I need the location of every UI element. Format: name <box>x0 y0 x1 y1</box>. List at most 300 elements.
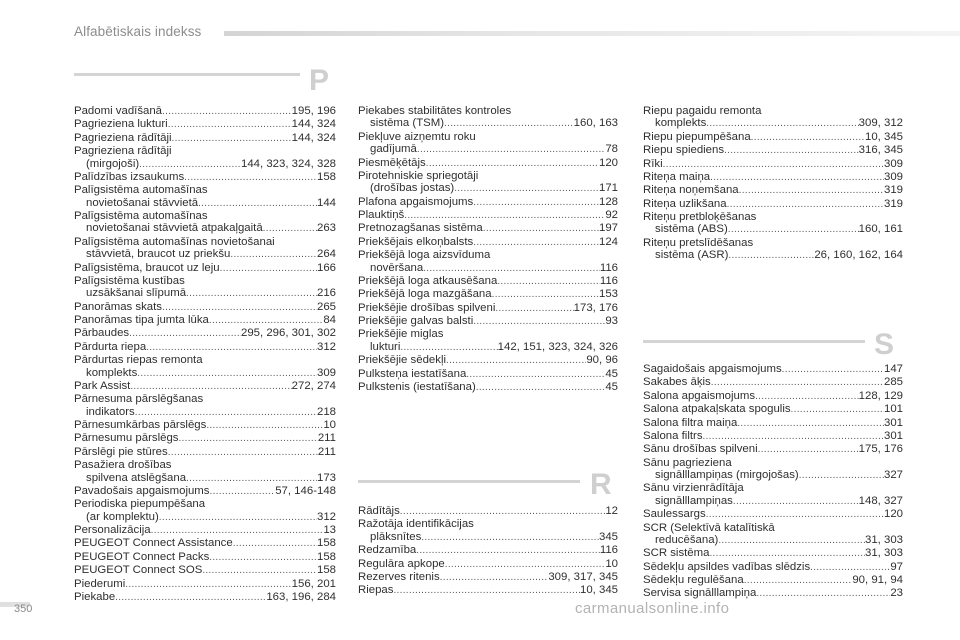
dot-leader <box>739 185 884 197</box>
index-entry <box>358 518 618 530</box>
index-entry-term: Pretnozagšanas sistēma <box>358 222 483 235</box>
dot-leader <box>423 263 600 275</box>
section-letter-s: S <box>874 328 895 361</box>
index-entry-term: Redzamība <box>358 544 417 557</box>
index-entry <box>74 524 336 537</box>
index-entry-term: komplekts <box>86 366 138 379</box>
index-entry-term: Priekšējā loga mazgāšana <box>358 288 492 301</box>
index-entry-term: Plauktiņš <box>358 209 405 221</box>
dot-leader <box>202 565 317 577</box>
index-entry <box>74 171 336 184</box>
dot-leader <box>416 545 600 557</box>
index-entry-term: PEUGEOT Connect SOS <box>74 564 203 577</box>
dot-leader <box>497 276 600 288</box>
index-entry-pages: 92 <box>605 209 618 221</box>
index-entry <box>74 184 336 196</box>
dot-leader <box>139 159 241 171</box>
index-entry-pages: 319 <box>883 197 903 210</box>
page-header-title: Alfabētiskais indekss <box>74 24 202 39</box>
index-entry-term: Piesmēķētājs <box>358 156 426 169</box>
index-entry <box>74 393 336 405</box>
index-entry <box>643 184 903 197</box>
index-entry-term: Priekšējie sēdekļi <box>358 354 446 367</box>
index-entry-pages: 158 <box>316 537 336 550</box>
index-entry-term: sistēma (TSM) <box>370 117 445 130</box>
index-entry-pages: 45 <box>605 380 618 393</box>
index-entry-term: (mirgojoši) <box>86 157 140 170</box>
index-entry <box>74 248 336 261</box>
index-entry-pages: 158 <box>316 564 336 577</box>
dot-leader <box>476 382 606 394</box>
index-entry <box>74 262 336 275</box>
index-entry <box>643 587 903 600</box>
index-entry-term: Riepu pagaidu remonta <box>643 105 762 117</box>
index-entry <box>74 380 336 393</box>
index-entry-term: Palīgsistēma automašīnas <box>74 184 208 197</box>
dot-leader <box>178 433 317 445</box>
index-entry-term: stāvvietā, braucot uz priekšu <box>86 248 231 261</box>
index-entry-term: Pārnesumkārbas pārslēgs <box>74 419 207 431</box>
index-entry <box>74 578 336 591</box>
index-entry-pages: 166 <box>316 261 336 274</box>
index-entry <box>74 314 336 327</box>
index-entry <box>643 469 903 482</box>
index-entry-pages: 309, 317, 345 <box>548 570 618 583</box>
dot-leader <box>718 535 865 547</box>
index-entry <box>74 341 336 354</box>
index-entry-pages: 264 <box>316 248 336 261</box>
index-entry <box>74 537 336 550</box>
dot-leader <box>162 106 292 118</box>
index-entry <box>358 262 618 275</box>
index-entry <box>643 574 903 587</box>
index-entry-term: Priekšējie galvas balsti <box>358 315 474 327</box>
index-entry-pages: 144 <box>316 196 336 209</box>
index-entry-term: (ar komplektu) <box>86 510 159 523</box>
index-entry-term: Priekšējie miglas <box>358 328 444 341</box>
dot-leader <box>709 548 865 560</box>
index-column-2-top <box>358 105 618 394</box>
dot-leader <box>755 391 859 403</box>
dot-leader <box>184 172 317 184</box>
index-entry-pages: 327 <box>883 469 903 481</box>
index-entry <box>643 482 903 494</box>
dot-leader <box>426 158 599 170</box>
index-entry <box>74 485 336 498</box>
dot-leader <box>758 444 859 456</box>
index-entry-pages: 10, 345 <box>579 584 618 597</box>
index-entry-term: signālllampiņas <box>655 494 733 507</box>
index-entry-pages: 316, 345 <box>858 144 903 157</box>
dot-leader <box>663 159 884 171</box>
index-entry <box>358 182 618 195</box>
index-entry <box>358 571 618 584</box>
index-entry <box>358 275 618 288</box>
index-entry-term: reducēšana) <box>655 533 719 546</box>
index-entry-pages: 160, 163 <box>573 117 618 130</box>
dot-leader <box>706 509 884 521</box>
index-entry-term: Saulessargs <box>643 508 706 521</box>
dot-leader <box>728 224 859 236</box>
index-entry-term: Rīki <box>643 157 663 170</box>
index-entry-pages: 265 <box>316 300 336 313</box>
index-entry <box>643 198 903 211</box>
dot-leader <box>492 289 599 301</box>
index-entry <box>643 211 903 223</box>
index-entry-term: Palīgsistēma automašīnas <box>74 210 208 222</box>
index-entry <box>74 419 336 432</box>
index-entry-pages: 116 <box>599 274 618 287</box>
dot-leader <box>756 588 890 600</box>
index-entry-term: Regulāra apkope <box>358 557 445 570</box>
index-entry <box>358 558 618 571</box>
index-entry-pages: 13 <box>323 524 336 536</box>
index-entry-pages: 78 <box>605 143 618 156</box>
index-entry-term: Piederumi <box>74 577 126 590</box>
index-entry <box>643 430 903 443</box>
index-entry <box>358 196 618 209</box>
dot-leader <box>733 496 859 508</box>
index-entry <box>358 143 618 156</box>
index-entry-pages: 319 <box>883 184 903 197</box>
index-entry-term: Pārbaudes <box>74 327 130 340</box>
index-column-2-bottom <box>358 505 618 598</box>
index-entry <box>358 544 618 557</box>
index-entry-term: Riepas <box>358 584 394 597</box>
index-entry-pages: 120 <box>883 508 903 521</box>
index-entry <box>643 131 903 144</box>
index-entry-term: Pārdurtas riepas remonta <box>74 354 203 367</box>
index-entry-pages: 147 <box>883 363 903 375</box>
index-entry <box>358 249 618 261</box>
dot-leader <box>186 473 317 485</box>
dot-leader <box>417 144 605 156</box>
index-entry <box>74 472 336 485</box>
dot-leader <box>209 552 317 564</box>
dot-leader <box>444 118 574 130</box>
index-entry-term: Riteņu pretbloķēšanas <box>643 211 757 223</box>
dot-leader <box>230 249 317 261</box>
index-entry-term: Sānu drošības spilveni <box>643 443 758 456</box>
index-entry-pages: 272, 274 <box>291 379 336 392</box>
index-entry-term: Pārnesumu pārslēgs <box>74 432 179 445</box>
index-entry-term: gadījumā <box>370 143 417 156</box>
index-entry-pages: 101 <box>883 403 903 416</box>
section-s-bar <box>643 340 865 343</box>
index-entry <box>643 363 903 376</box>
index-entry <box>358 584 618 597</box>
index-entry-term: Sakabes āķis <box>643 376 711 389</box>
index-entry <box>643 534 903 547</box>
index-entry-pages: 309 <box>883 170 903 183</box>
dot-leader <box>393 585 580 597</box>
index-entry-pages: 309 <box>316 366 336 379</box>
dot-leader <box>737 418 884 430</box>
index-entry-term: novietošanai stāvvietā atpakaļgaitā <box>86 222 263 235</box>
index-entry <box>74 327 336 340</box>
index-entry <box>74 564 336 577</box>
dot-leader <box>445 559 606 571</box>
index-entry-pages: 263 <box>316 222 336 235</box>
dot-leader <box>466 369 605 381</box>
index-entry <box>74 197 336 210</box>
index-entry <box>643 390 903 403</box>
index-entry-pages: 312 <box>316 340 336 353</box>
dot-leader <box>168 447 318 459</box>
dot-leader <box>727 199 884 211</box>
index-entry <box>74 498 336 510</box>
dot-leader <box>400 342 497 354</box>
index-entry <box>74 591 336 604</box>
index-entry-term: (drošības jostas) <box>370 182 455 195</box>
index-entry-term: Piekabe <box>74 590 116 603</box>
dot-leader <box>744 575 853 587</box>
index-entry <box>643 158 903 171</box>
index-entry-term: Pagrieziena rādītāji <box>74 131 172 144</box>
index-entry-term: Pirotehniskie spriegotāji <box>358 169 479 182</box>
dot-leader <box>483 223 599 235</box>
index-entry <box>643 403 903 416</box>
index-entry-term: Salona filtra maiņa <box>643 416 738 429</box>
index-entry-term: Pulkstenis (iestatīšana) <box>358 380 476 393</box>
dot-leader <box>711 377 884 389</box>
index-entry-pages: 144, 324 <box>291 118 336 131</box>
index-entry-term: Riteņa uzlikšana <box>643 197 727 210</box>
index-entry <box>74 459 336 471</box>
index-entry-pages: 90, 91, 94 <box>852 574 903 586</box>
index-entry-term: Palīgsistēma kustības <box>74 274 185 287</box>
index-entry <box>74 210 336 222</box>
index-entry <box>74 446 336 459</box>
index-entry-term: Priekšējie drošības spilveni <box>358 301 496 314</box>
dot-leader <box>473 237 599 249</box>
index-entry-term: plāksnītes <box>370 530 422 543</box>
index-entry <box>358 236 618 249</box>
section-letter-r: R <box>590 468 612 501</box>
dot-leader <box>710 172 884 184</box>
index-entry-term: novietošanai stāvvietā <box>86 196 199 209</box>
index-entry <box>358 209 618 222</box>
index-entry <box>74 118 336 131</box>
index-entry-pages: 175, 176 <box>858 443 903 456</box>
dot-leader <box>706 118 858 130</box>
dot-leader <box>791 404 884 416</box>
index-entry-term: indikators <box>86 405 135 418</box>
dot-leader <box>440 572 549 584</box>
index-column-3-top <box>643 105 903 263</box>
index-entry-term: Palīdzības izsaukums <box>74 170 185 183</box>
index-entry-term: Salona filtrs <box>643 429 703 442</box>
index-entry-term: Riepu piepumpēšana <box>643 130 751 143</box>
dot-leader <box>728 250 814 262</box>
index-entry <box>74 354 336 366</box>
index-entry-term: Priekšējais elkoņbalsts <box>358 235 474 248</box>
section-r-bar <box>358 480 580 483</box>
index-entry-pages: 171 <box>598 182 618 195</box>
index-entry <box>358 105 618 117</box>
index-entry-term: komplekts <box>655 117 707 130</box>
index-entry-pages: 153 <box>598 288 618 301</box>
header-bar <box>224 31 960 36</box>
index-entry <box>358 222 618 235</box>
index-entry <box>358 381 618 394</box>
dot-leader <box>400 506 606 518</box>
index-entry <box>643 495 903 508</box>
dot-leader <box>724 145 859 157</box>
index-entry-term: Riteņa maiņa <box>643 170 711 183</box>
index-entry-term: Panorāmas skats <box>74 300 162 313</box>
index-entry-term: Riepu spiediens <box>643 144 725 157</box>
index-entry-term: sistēma (ASR) <box>655 249 729 262</box>
index-entry <box>74 406 336 419</box>
index-entry-term: Sānu virzienrādītāja <box>643 482 744 495</box>
index-entry <box>358 302 618 315</box>
dot-leader <box>146 342 317 354</box>
index-entry-term: Rezerves ritenis <box>358 570 440 583</box>
dot-leader <box>209 315 323 327</box>
index-entry <box>358 157 618 170</box>
index-entry-pages: 309 <box>883 157 903 170</box>
index-entry <box>74 275 336 287</box>
index-entry-pages: 195, 196 <box>291 105 336 117</box>
dot-leader <box>810 562 890 574</box>
index-entry <box>643 237 903 249</box>
index-entry-term: SCR (Selektīvā katalītiskā <box>643 521 775 534</box>
index-entry-term: Servisa signālllampiņa <box>643 587 757 600</box>
index-entry-term: Panorāmas tipa jumta lūka <box>74 314 209 326</box>
index-entry-term: Personalizācija <box>74 524 151 536</box>
index-entry-pages: 144, 323, 324, 328 <box>240 157 336 170</box>
index-entry <box>643 171 903 184</box>
index-entry-term: Periodiska piepumpēšana <box>74 498 206 511</box>
index-entry <box>74 222 336 235</box>
dot-leader <box>115 592 266 604</box>
index-entry-pages: 128 <box>598 195 618 208</box>
index-entry-pages: 295, 296, 301, 302 <box>240 327 336 340</box>
index-entry-term: PEUGEOT Connect Packs <box>74 550 210 563</box>
index-entry-pages: 197 <box>598 222 618 235</box>
dot-leader <box>263 223 317 235</box>
index-entry-pages: 163, 196, 284 <box>266 590 336 603</box>
index-entry-pages: 84 <box>323 314 336 326</box>
index-entry-pages: 12 <box>605 505 618 517</box>
index-entry <box>74 432 336 445</box>
index-entry-pages: 211 <box>317 445 336 458</box>
index-entry-pages: 173 <box>316 471 336 484</box>
index-entry-pages: 301 <box>883 416 903 429</box>
index-entry <box>74 301 336 314</box>
index-entry <box>358 288 618 301</box>
index-entry-pages: 116 <box>599 261 618 274</box>
index-entry-pages: 216 <box>316 287 336 300</box>
dot-leader <box>125 579 291 591</box>
dot-leader <box>220 263 317 275</box>
index-entry-term: Salona atpakaļskata spogulis <box>643 403 791 416</box>
index-entry-pages: 57, 146-148 <box>275 484 336 497</box>
dot-leader <box>210 486 276 498</box>
index-entry-pages: 148, 327 <box>858 494 903 507</box>
index-entry <box>643 105 903 117</box>
index-entry-pages: 116 <box>599 544 618 557</box>
index-entry <box>643 522 903 534</box>
index-entry-term: Pulksteņa iestatīšana <box>358 367 467 380</box>
index-entry <box>74 158 336 171</box>
index-entry-pages: 31, 303 <box>864 547 903 560</box>
index-entry <box>643 249 903 262</box>
dot-leader <box>751 132 865 144</box>
index-entry <box>358 368 618 381</box>
index-entry <box>358 531 618 544</box>
index-entry <box>358 505 618 518</box>
index-entry <box>358 328 618 340</box>
index-entry-term: SCR sistēma <box>643 547 710 560</box>
index-entry <box>74 511 336 524</box>
index-entry-term: Plafona apgaismojums <box>358 195 474 208</box>
page-number: 350 <box>14 603 33 615</box>
index-entry-term: Pārslēgi pie stūres <box>74 445 168 458</box>
index-entry-pages: 26, 160, 162, 164 <box>814 249 903 262</box>
index-entry-pages: 218 <box>316 405 336 418</box>
index-entry <box>358 117 618 130</box>
index-entry <box>358 170 618 182</box>
index-entry-pages: 173, 176 <box>573 301 618 314</box>
index-entry-term: sistēma (ABS) <box>655 223 728 236</box>
index-entry <box>358 131 618 143</box>
index-entry-term: Pasažiera drošības <box>74 459 172 472</box>
index-entry-pages: 285 <box>883 376 903 389</box>
index-entry-term: Piekabes stabilitātes kontroles <box>358 105 512 117</box>
index-entry <box>643 144 903 157</box>
dot-leader <box>473 316 605 328</box>
index-entry <box>643 223 903 236</box>
dot-leader <box>130 381 291 393</box>
dot-leader <box>233 538 317 550</box>
index-entry-term: Riteņu pretslīdēšanas <box>643 236 754 249</box>
watermark: carmanualsonline.info <box>575 600 730 617</box>
index-entry <box>74 145 336 157</box>
index-entry-term: Priekšējā loga aizsvīduma <box>358 249 491 262</box>
dot-leader <box>168 119 292 131</box>
index-entry-term: Palīgsistēma, braucot uz leju <box>74 261 220 274</box>
index-entry-pages: 156, 201 <box>291 577 336 590</box>
index-entry-term: Sēdekļu apsildes vadības slēdzis <box>643 560 811 573</box>
index-entry-term: Sagaidošais apgaismojums <box>643 363 782 375</box>
index-entry-pages: 301 <box>883 429 903 442</box>
index-entry <box>358 315 618 328</box>
index-entry <box>74 367 336 380</box>
dot-leader <box>162 302 317 314</box>
dot-leader <box>129 328 241 340</box>
index-column-3-bottom <box>643 363 903 601</box>
section-letter-p: P <box>309 64 330 97</box>
index-entry-pages: 142, 151, 323, 324, 326 <box>497 340 618 353</box>
dot-leader <box>186 288 317 300</box>
index-entry-term: uzsākšanai slīpumā <box>86 287 187 300</box>
index-entry-pages: 309, 312 <box>858 117 903 130</box>
dot-leader <box>454 183 599 195</box>
index-entry-pages: 10 <box>605 557 618 570</box>
index-entry <box>643 561 903 574</box>
index-entry-pages: 128, 129 <box>858 389 903 402</box>
index-entry-term: Palīgsistēma automašīnas novietošanai <box>74 235 275 248</box>
index-entry <box>74 132 336 145</box>
dot-leader <box>421 532 599 544</box>
index-entry-term: Rādītājs <box>358 505 400 517</box>
index-entry <box>74 236 336 248</box>
index-entry-pages: 158 <box>316 170 336 183</box>
index-entry-term: Pagrieziena lukturi <box>74 118 168 131</box>
dot-leader <box>404 210 605 222</box>
